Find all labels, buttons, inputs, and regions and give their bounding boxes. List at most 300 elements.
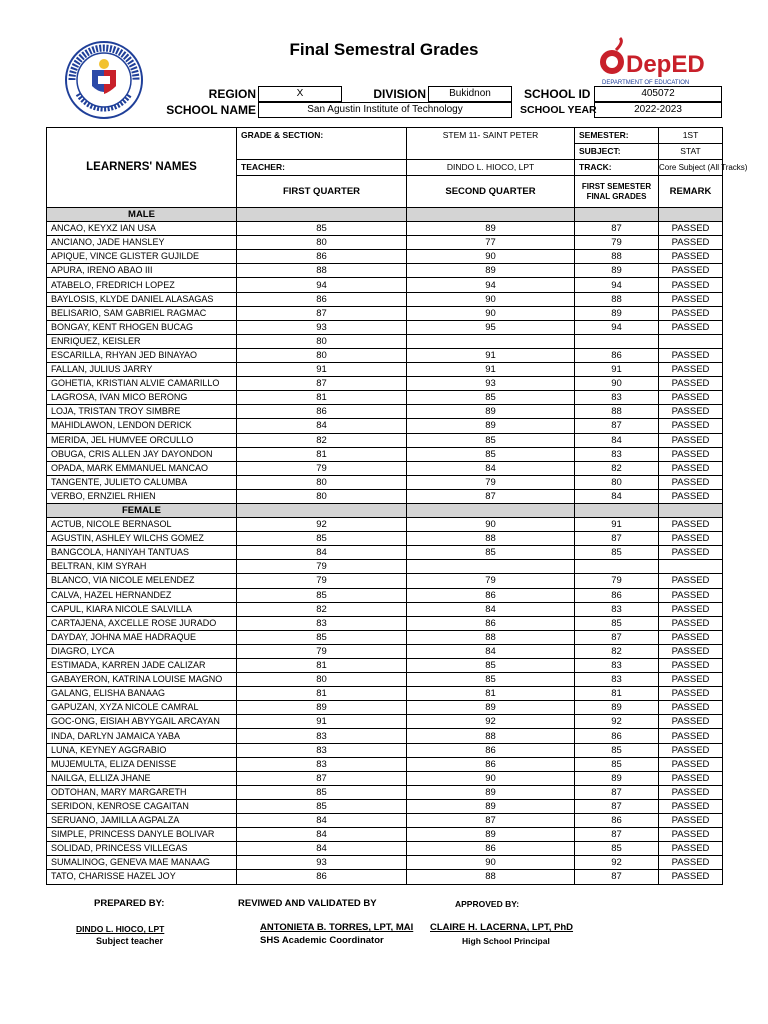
second-quarter-grade: 90 bbox=[407, 292, 575, 306]
first-quarter-grade: 85 bbox=[237, 588, 407, 602]
remark: PASSED bbox=[659, 518, 723, 532]
final-grade: 91 bbox=[575, 518, 659, 532]
table-row bbox=[47, 334, 723, 348]
section-cell bbox=[407, 208, 575, 222]
final-grade bbox=[575, 334, 659, 348]
final-grade: 80 bbox=[575, 475, 659, 489]
remark: PASSED bbox=[659, 644, 723, 658]
remark: PASSED bbox=[659, 377, 723, 391]
table-row bbox=[47, 475, 723, 489]
remark: PASSED bbox=[659, 320, 723, 334]
first-quarter-grade: 79 bbox=[237, 574, 407, 588]
second-quarter-grade: 87 bbox=[407, 489, 575, 503]
first-quarter-grade: 81 bbox=[237, 687, 407, 701]
remark bbox=[659, 560, 723, 574]
final-grade: 89 bbox=[575, 771, 659, 785]
remark: PASSED bbox=[659, 363, 723, 377]
table-row bbox=[47, 687, 723, 701]
learner-name: GABAYERON, KATRINA LOUISE MAGNO bbox=[47, 673, 237, 687]
table-row bbox=[47, 729, 723, 743]
second-quarter-grade: 88 bbox=[407, 729, 575, 743]
remark: PASSED bbox=[659, 757, 723, 771]
final-grades-header: FIRST SEMESTER FINAL GRADES bbox=[575, 176, 659, 208]
remark: PASSED bbox=[659, 348, 723, 362]
table-row bbox=[47, 616, 723, 630]
final-grade: 87 bbox=[575, 785, 659, 799]
division-label: DIVISION bbox=[373, 87, 426, 101]
learner-name: BAYLOSIS, KLYDE DANIEL ALASAGAS bbox=[47, 292, 237, 306]
second-quarter-grade: 85 bbox=[407, 447, 575, 461]
first-quarter-grade: 83 bbox=[237, 743, 407, 757]
remark: PASSED bbox=[659, 729, 723, 743]
remark: PASSED bbox=[659, 264, 723, 278]
table-row bbox=[47, 785, 723, 799]
learner-name: CAPUL, KIARA NICOLE SALVILLA bbox=[47, 602, 237, 616]
second-quarter-grade: 89 bbox=[407, 785, 575, 799]
remark: PASSED bbox=[659, 391, 723, 405]
second-quarter-grade: 89 bbox=[407, 828, 575, 842]
first-quarter-grade: 80 bbox=[237, 673, 407, 687]
grade-section-label: GRADE & SECTION: bbox=[237, 128, 407, 144]
spacer bbox=[237, 144, 407, 160]
final-grade: 85 bbox=[575, 616, 659, 630]
first-quarter-grade: 83 bbox=[237, 729, 407, 743]
learner-name: OBUGA, CRIS ALLEN JAY DAYONDON bbox=[47, 447, 237, 461]
final-grade: 86 bbox=[575, 814, 659, 828]
second-quarter-grade: 94 bbox=[407, 278, 575, 292]
first-quarter-grade: 80 bbox=[237, 236, 407, 250]
final-grade: 87 bbox=[575, 532, 659, 546]
learner-name: GOC-ONG, EISIAH ABYYGAIL ARCAYAN bbox=[47, 715, 237, 729]
learner-name: LOJA, TRISTAN TROY SIMBRE bbox=[47, 405, 237, 419]
final-grade: 91 bbox=[575, 363, 659, 377]
remark: PASSED bbox=[659, 715, 723, 729]
grade-section-value: STEM 11- SAINT PETER bbox=[407, 128, 575, 144]
remark: PASSED bbox=[659, 489, 723, 503]
learner-name: SOLIDAD, PRINCESS VILLEGAS bbox=[47, 842, 237, 856]
learner-name: DIAGRO, LYCA bbox=[47, 644, 237, 658]
learner-name: BONGAY, KENT RHOGEN BUCAG bbox=[47, 320, 237, 334]
table-row bbox=[47, 574, 723, 588]
second-quarter-grade: 88 bbox=[407, 870, 575, 884]
first-quarter-grade: 93 bbox=[237, 320, 407, 334]
second-quarter-grade: 85 bbox=[407, 546, 575, 560]
remark: PASSED bbox=[659, 687, 723, 701]
first-quarter-grade: 85 bbox=[237, 785, 407, 799]
first-quarter-grade: 84 bbox=[237, 419, 407, 433]
learner-name: LAGROSA, IVAN MICO BERONG bbox=[47, 391, 237, 405]
section-cell bbox=[575, 208, 659, 222]
teacher-label: TEACHER: bbox=[237, 160, 407, 176]
table-row bbox=[47, 236, 723, 250]
first-quarter-grade: 92 bbox=[237, 518, 407, 532]
first-quarter-grade: 85 bbox=[237, 222, 407, 236]
first-quarter-grade: 79 bbox=[237, 461, 407, 475]
final-grade: 85 bbox=[575, 842, 659, 856]
second-quarter-grade: 89 bbox=[407, 419, 575, 433]
first-quarter-grade: 86 bbox=[237, 292, 407, 306]
learner-name: ANCIANO, JADE HANSLEY bbox=[47, 236, 237, 250]
final-grade: 85 bbox=[575, 743, 659, 757]
final-grade: 86 bbox=[575, 348, 659, 362]
table-row bbox=[47, 306, 723, 320]
first-quarter-grade: 94 bbox=[237, 278, 407, 292]
first-quarter-grade: 80 bbox=[237, 475, 407, 489]
second-quarter-grade: 81 bbox=[407, 687, 575, 701]
first-quarter-grade: 86 bbox=[237, 405, 407, 419]
approved-role: High School Principal bbox=[462, 936, 550, 946]
table-row bbox=[47, 673, 723, 687]
final-grade: 87 bbox=[575, 419, 659, 433]
first-quarter-grade: 88 bbox=[237, 264, 407, 278]
first-quarter-grade: 89 bbox=[237, 701, 407, 715]
remark: PASSED bbox=[659, 405, 723, 419]
remark: PASSED bbox=[659, 447, 723, 461]
male-section bbox=[47, 208, 723, 222]
grades-table bbox=[46, 127, 748, 885]
subject-value: STAT bbox=[659, 144, 723, 160]
school-name-label: SCHOOL NAME bbox=[166, 103, 256, 117]
final-grade: 79 bbox=[575, 236, 659, 250]
table-row bbox=[47, 447, 723, 461]
remark: PASSED bbox=[659, 588, 723, 602]
second-quarter-grade: 88 bbox=[407, 630, 575, 644]
table-row bbox=[47, 701, 723, 715]
first-quarter-header: FIRST QUARTER bbox=[237, 176, 407, 208]
final-grade: 83 bbox=[575, 391, 659, 405]
reviewed-by-label: REVIWED AND VALIDATED BY bbox=[238, 898, 377, 909]
deped-wordmark-logo bbox=[596, 40, 716, 90]
learner-name: GALANG, ELISHA BANAAG bbox=[47, 687, 237, 701]
first-quarter-grade: 84 bbox=[237, 546, 407, 560]
table-row bbox=[47, 757, 723, 771]
table-row bbox=[47, 799, 723, 813]
second-quarter-grade: 89 bbox=[407, 405, 575, 419]
remark: PASSED bbox=[659, 546, 723, 560]
final-grade: 85 bbox=[575, 546, 659, 560]
remark: PASSED bbox=[659, 870, 723, 884]
second-quarter-grade: 86 bbox=[407, 743, 575, 757]
table-row bbox=[47, 250, 723, 264]
remark: PASSED bbox=[659, 785, 723, 799]
first-quarter-grade: 81 bbox=[237, 659, 407, 673]
table-row bbox=[47, 546, 723, 560]
final-grade: 89 bbox=[575, 264, 659, 278]
region-label: REGION bbox=[208, 87, 256, 101]
section-cell bbox=[575, 503, 659, 517]
first-quarter-grade: 83 bbox=[237, 616, 407, 630]
second-quarter-grade: 84 bbox=[407, 461, 575, 475]
final-grade: 87 bbox=[575, 828, 659, 842]
first-quarter-grade: 81 bbox=[237, 447, 407, 461]
second-quarter-grade: 79 bbox=[407, 574, 575, 588]
second-quarter-grade: 86 bbox=[407, 588, 575, 602]
table-row bbox=[47, 391, 723, 405]
learner-name: DAYDAY, JOHNA MAE HADRAQUE bbox=[47, 630, 237, 644]
table-row bbox=[47, 814, 723, 828]
learner-name: MUJEMULTA, ELIZA DENISSE bbox=[47, 757, 237, 771]
table-row bbox=[47, 532, 723, 546]
track-value: Core Subject (All Tracks) bbox=[659, 160, 723, 176]
final-grade: 89 bbox=[575, 306, 659, 320]
second-quarter-grade: 90 bbox=[407, 518, 575, 532]
final-grade: 87 bbox=[575, 630, 659, 644]
second-quarter-grade: 77 bbox=[407, 236, 575, 250]
final-grade: 87 bbox=[575, 222, 659, 236]
table-row bbox=[47, 771, 723, 785]
approved-by-label: APPROVED BY: bbox=[455, 899, 520, 909]
table-row bbox=[47, 518, 723, 532]
table-row bbox=[47, 659, 723, 673]
table-row bbox=[47, 461, 723, 475]
second-quarter-grade: 84 bbox=[407, 644, 575, 658]
first-quarter-grade: 81 bbox=[237, 391, 407, 405]
first-quarter-grade: 93 bbox=[237, 856, 407, 870]
first-quarter-grade: 84 bbox=[237, 828, 407, 842]
final-grade: 84 bbox=[575, 433, 659, 447]
second-quarter-grade: 90 bbox=[407, 771, 575, 785]
remark: PASSED bbox=[659, 630, 723, 644]
learner-name: GOHETIA, KRISTIAN ALVIE CAMARILLO bbox=[47, 377, 237, 391]
second-quarter-grade: 89 bbox=[407, 799, 575, 813]
remark: PASSED bbox=[659, 461, 723, 475]
remark: PASSED bbox=[659, 673, 723, 687]
semester-label: SEMESTER: bbox=[575, 128, 659, 144]
first-quarter-grade: 85 bbox=[237, 630, 407, 644]
table-row bbox=[47, 348, 723, 362]
table-row bbox=[47, 630, 723, 644]
remark: PASSED bbox=[659, 292, 723, 306]
approved-name-text: CLAIRE H. LACERNA, LPT, PhD bbox=[430, 922, 574, 933]
first-quarter-grade: 80 bbox=[237, 348, 407, 362]
first-quarter-grade: 87 bbox=[237, 771, 407, 785]
first-quarter-grade: 79 bbox=[237, 560, 407, 574]
first-quarter-grade: 91 bbox=[237, 715, 407, 729]
second-quarter-grade: 85 bbox=[407, 673, 575, 687]
final-grade: 79 bbox=[575, 574, 659, 588]
final-grade: 92 bbox=[575, 856, 659, 870]
first-quarter-grade: 87 bbox=[237, 306, 407, 320]
table-row bbox=[47, 377, 723, 391]
first-quarter-grade: 85 bbox=[237, 799, 407, 813]
learner-name: INDA, DARLYN JAMAICA YABA bbox=[47, 729, 237, 743]
final-grade: 88 bbox=[575, 292, 659, 306]
learner-name: ODTOHAN, MARY MARGARETH bbox=[47, 785, 237, 799]
final-grade: 92 bbox=[575, 715, 659, 729]
school-id-value: 405072 bbox=[594, 86, 722, 102]
remark: PASSED bbox=[659, 278, 723, 292]
table-row bbox=[47, 870, 723, 884]
first-quarter-grade: 80 bbox=[237, 334, 407, 348]
final-grade: 83 bbox=[575, 673, 659, 687]
learner-name: APIQUE, VINCE GLISTER GUJILDE bbox=[47, 250, 237, 264]
learner-name: SERUANO, JAMILLA AGPALZA bbox=[47, 814, 237, 828]
remark: PASSED bbox=[659, 222, 723, 236]
learner-name: LUNA, KEYNEY AGGRABIO bbox=[47, 743, 237, 757]
learner-name: SUMALINOG, GENEVA MAE MANAAG bbox=[47, 856, 237, 870]
female-section bbox=[47, 503, 723, 517]
reviewed-name: ANTONIETA B. TORRES, LPT, MAI bbox=[260, 922, 414, 933]
spacer bbox=[407, 144, 575, 160]
prepared-by-label: PREPARED BY: bbox=[94, 898, 165, 909]
final-grade: 88 bbox=[575, 250, 659, 264]
second-quarter-grade: 89 bbox=[407, 222, 575, 236]
remark: PASSED bbox=[659, 236, 723, 250]
remark: PASSED bbox=[659, 856, 723, 870]
table-row bbox=[47, 419, 723, 433]
learner-name: SIMPLE, PRINCESS DANYLE BOLIVAR bbox=[47, 828, 237, 842]
remark: PASSED bbox=[659, 814, 723, 828]
final-grade: 82 bbox=[575, 461, 659, 475]
deped-subtext: DEPARTMENT OF EDUCATION bbox=[602, 80, 690, 86]
learner-name: GAPUZAN, XYZA NICOLE CAMRAL bbox=[47, 701, 237, 715]
final-grade: 82 bbox=[575, 644, 659, 658]
table-row bbox=[47, 405, 723, 419]
remark: PASSED bbox=[659, 475, 723, 489]
first-quarter-grade: 85 bbox=[237, 532, 407, 546]
learner-name: VERBO, ERNZIEL RHIEN bbox=[47, 489, 237, 503]
second-quarter-grade: 89 bbox=[407, 264, 575, 278]
second-quarter-grade: 86 bbox=[407, 616, 575, 630]
remark-header: REMARK bbox=[659, 176, 723, 208]
second-quarter-grade: 86 bbox=[407, 842, 575, 856]
section-cell bbox=[659, 208, 723, 222]
final-grade: 94 bbox=[575, 278, 659, 292]
table-row bbox=[47, 602, 723, 616]
learner-name: AGUSTIN, ASHLEY WILCHS GOMEZ bbox=[47, 532, 237, 546]
learner-name: CARTAJENA, AXCELLE ROSE JURADO bbox=[47, 616, 237, 630]
second-quarter-grade: 95 bbox=[407, 320, 575, 334]
remark: PASSED bbox=[659, 250, 723, 264]
learner-name: BLANCO, VIA NICOLE MELENDEZ bbox=[47, 574, 237, 588]
final-grade: 84 bbox=[575, 489, 659, 503]
second-quarter-grade: 88 bbox=[407, 532, 575, 546]
remark: PASSED bbox=[659, 799, 723, 813]
section-cell bbox=[659, 503, 723, 517]
section-cell bbox=[237, 503, 407, 517]
first-quarter-grade: 87 bbox=[237, 377, 407, 391]
semester-value: 1ST bbox=[659, 128, 723, 144]
final-grade bbox=[575, 560, 659, 574]
learner-name: ATABELO, FREDRICH LOPEZ bbox=[47, 278, 237, 292]
prepared-role: Subject teacher bbox=[96, 936, 164, 946]
remark: PASSED bbox=[659, 602, 723, 616]
first-quarter-grade: 80 bbox=[237, 489, 407, 503]
learner-name: MAHIDLAWON, LENDON DERICK bbox=[47, 419, 237, 433]
remark: PASSED bbox=[659, 616, 723, 630]
table-row bbox=[47, 828, 723, 842]
prepared-name: DINDO L. HIOCO, LPT bbox=[76, 924, 165, 934]
learner-name: ACTUB, NICOLE BERNASOL bbox=[47, 518, 237, 532]
second-quarter-grade: 91 bbox=[407, 363, 575, 377]
table-row bbox=[47, 743, 723, 757]
second-quarter-grade: 87 bbox=[407, 814, 575, 828]
approved-name bbox=[430, 922, 596, 933]
table-row bbox=[47, 292, 723, 306]
final-grade: 88 bbox=[575, 405, 659, 419]
final-grade: 87 bbox=[575, 799, 659, 813]
table-row bbox=[47, 856, 723, 870]
second-quarter-grade bbox=[407, 334, 575, 348]
table-row bbox=[47, 320, 723, 334]
first-quarter-grade: 86 bbox=[237, 870, 407, 884]
learner-name: NAILGA, ELLIZA JHANE bbox=[47, 771, 237, 785]
learner-name: TANGENTE, JULIETO CALUMBA bbox=[47, 475, 237, 489]
table-row bbox=[47, 278, 723, 292]
school-id-label: SCHOOL ID bbox=[524, 87, 591, 101]
table-row bbox=[47, 644, 723, 658]
male-section-label: MALE bbox=[47, 208, 237, 222]
remark: PASSED bbox=[659, 743, 723, 757]
final-grade: 86 bbox=[575, 588, 659, 602]
learner-name: APURA, IRENO ABAO III bbox=[47, 264, 237, 278]
final-grade: 81 bbox=[575, 687, 659, 701]
first-quarter-grade: 91 bbox=[237, 363, 407, 377]
learner-name: CALVA, HAZEL HERNANDEZ bbox=[47, 588, 237, 602]
final-grade: 86 bbox=[575, 729, 659, 743]
learner-name: FALLAN, JULIUS JARRY bbox=[47, 363, 237, 377]
table-row bbox=[47, 842, 723, 856]
region-value: X bbox=[258, 86, 342, 102]
track-label: TRACK: bbox=[575, 160, 659, 176]
learner-name: ENRIQUEZ, KEISLER bbox=[47, 334, 237, 348]
final-grade: 87 bbox=[575, 870, 659, 884]
learner-name: SERIDON, KENROSE CAGAITAN bbox=[47, 799, 237, 813]
learner-name: TATO, CHARISSE HAZEL JOY bbox=[47, 870, 237, 884]
second-quarter-grade: 85 bbox=[407, 391, 575, 405]
second-quarter-grade: 86 bbox=[407, 757, 575, 771]
school-year-value: 2022-2023 bbox=[594, 102, 722, 118]
final-grade: 83 bbox=[575, 659, 659, 673]
final-grade: 83 bbox=[575, 602, 659, 616]
final-grade: 89 bbox=[575, 701, 659, 715]
remark: PASSED bbox=[659, 532, 723, 546]
second-quarter-grade: 84 bbox=[407, 602, 575, 616]
first-quarter-grade: 84 bbox=[237, 842, 407, 856]
second-quarter-grade: 79 bbox=[407, 475, 575, 489]
second-quarter-header: SECOND QUARTER bbox=[407, 176, 575, 208]
section-cell bbox=[237, 208, 407, 222]
remark: PASSED bbox=[659, 771, 723, 785]
teacher-value: DINDO L. HIOCO, LPT bbox=[407, 160, 575, 176]
deped-text: DepED bbox=[626, 51, 705, 78]
table-row bbox=[47, 489, 723, 503]
remark: PASSED bbox=[659, 433, 723, 447]
table-row bbox=[47, 222, 723, 236]
remark: PASSED bbox=[659, 659, 723, 673]
learner-name: ESTIMADA, KARREN JADE CALIZAR bbox=[47, 659, 237, 673]
first-quarter-grade: 82 bbox=[237, 602, 407, 616]
second-quarter-grade: 89 bbox=[407, 701, 575, 715]
final-grade: 90 bbox=[575, 377, 659, 391]
table-row bbox=[47, 588, 723, 602]
table-row bbox=[47, 264, 723, 278]
remark: PASSED bbox=[659, 828, 723, 842]
learner-name: ANCAO, KEYXZ IAN USA bbox=[47, 222, 237, 236]
remark: PASSED bbox=[659, 701, 723, 715]
table-row bbox=[47, 560, 723, 574]
first-quarter-grade: 86 bbox=[237, 250, 407, 264]
table-row bbox=[47, 433, 723, 447]
second-quarter-grade: 85 bbox=[407, 433, 575, 447]
female-section-label: FEMALE bbox=[47, 503, 237, 517]
remark: PASSED bbox=[659, 842, 723, 856]
second-quarter-grade: 90 bbox=[407, 250, 575, 264]
second-quarter-grade: 90 bbox=[407, 856, 575, 870]
second-quarter-grade: 93 bbox=[407, 377, 575, 391]
page-title: Final Semestral Grades bbox=[289, 40, 479, 59]
second-quarter-grade: 85 bbox=[407, 659, 575, 673]
